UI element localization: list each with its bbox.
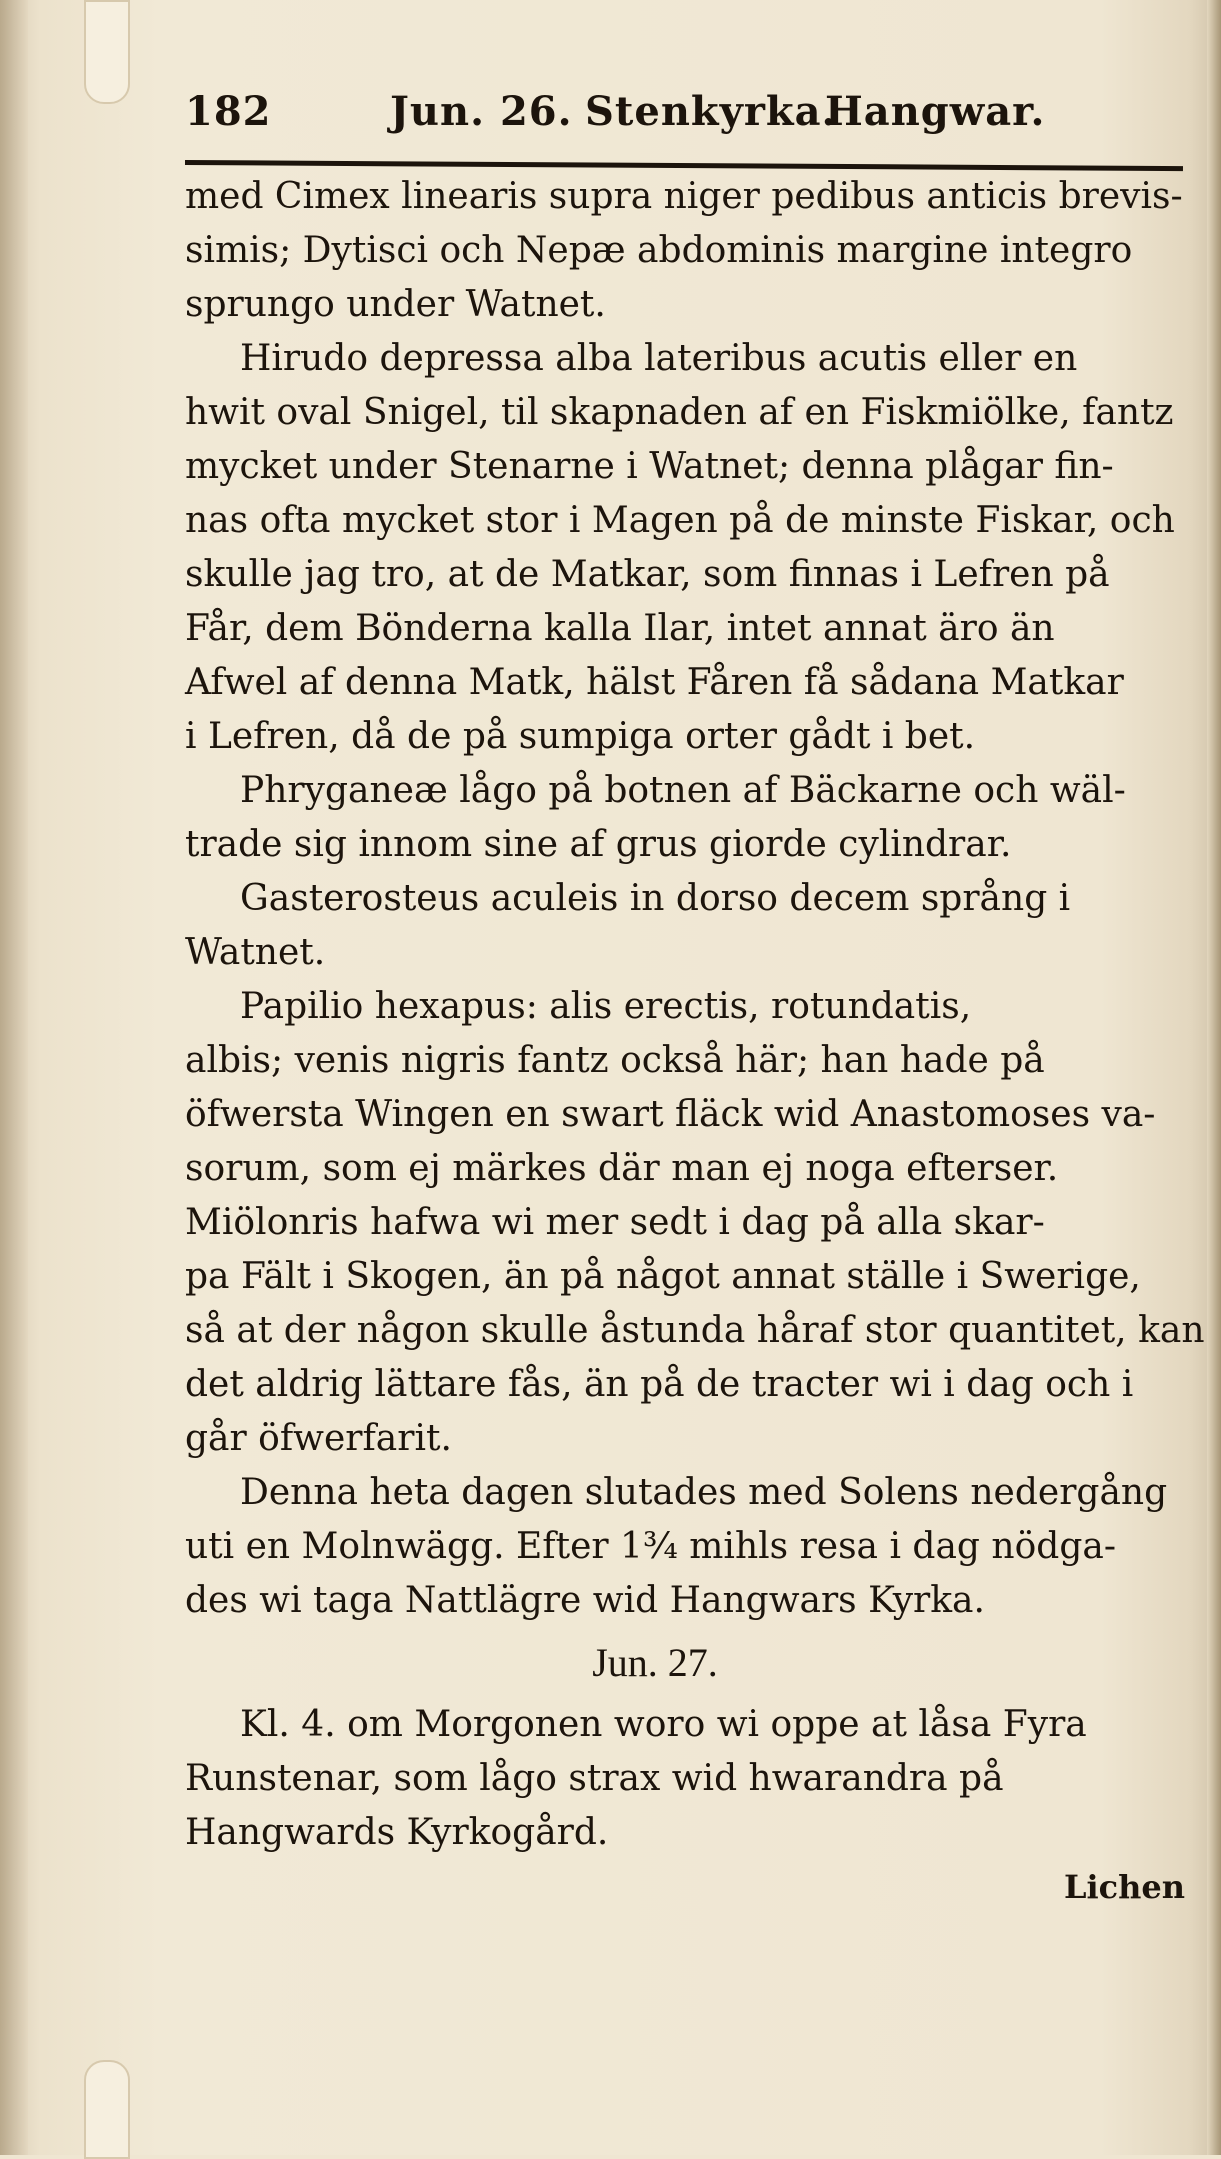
text-line: Gasterosteus aculeis in dorso decem språng i: [240, 878, 1071, 919]
text-line: skulle jag tro, at de Matkar, som finnas i Lefren på: [185, 554, 1110, 595]
text-line: mycket under Stenarne i Watnet; denna plågar fin-: [185, 446, 1114, 487]
running-header: [185, 88, 1185, 148]
text-line: Får, dem Bönderna kalla Ilar, intet annat äro än: [185, 608, 1055, 649]
text-line: Hangwards Kyrkogård.: [185, 1812, 609, 1853]
text-line: Phryganeæ lågo på botnen af Bäckarne och wäl-: [240, 770, 1126, 811]
header-place-stenkyrka: Stenkyrka.: [585, 88, 837, 135]
text-line: Hirudo depressa alba lateribus acutis eller en: [240, 338, 1078, 379]
text-line: Runstenar, som lågo strax wid hwarandra på: [185, 1758, 1004, 1799]
text-line: i Lefren, då de på sumpiga orter gådt i bet.: [185, 716, 976, 757]
text-line: pa Fält i Skogen, än på något annat ställe i Swerige,: [185, 1256, 1141, 1297]
text-line: Kl. 4. om Morgonen woro wi oppe at låsa Fyra: [240, 1704, 1087, 1745]
text-line: Afwel af denna Matk, hälst Fåren få sådana Matkar: [185, 662, 1124, 703]
text-line: Denna heta dagen slutades med Solens nedergång: [240, 1472, 1168, 1513]
text-line: nas ofta mycket stor i Magen på de minste Fiskar, och: [185, 500, 1175, 541]
page-edge: [1207, 0, 1221, 2155]
text-line: Watnet.: [185, 932, 326, 973]
page-number: 182: [185, 88, 272, 135]
text-line: Miölonris hafwa wi mer sedt i dag på alla skar-: [185, 1202, 1045, 1243]
book-spine: [0, 0, 28, 2155]
date-heading: Jun. 27.: [592, 1640, 718, 1685]
text-line: så at der någon skulle åstunda håraf stor quantitet, kan: [185, 1310, 1205, 1351]
text-line: går öfwerfarit.: [185, 1418, 452, 1459]
paper-tab-bottom: [84, 2060, 130, 2159]
text-line: des wi taga Nattlägre wid Hangwars Kyrka.: [185, 1580, 985, 1621]
text-line: simis; Dytisci och Nepæ abdominis margine integro: [185, 230, 1133, 271]
header-place-hangwar: Hangwar.: [825, 88, 1046, 135]
paper-tab-top: [84, 0, 130, 104]
header-date: Jun. 26.: [390, 88, 573, 135]
text-line: trade sig innom sine af grus giorde cylindrar.: [185, 824, 1012, 865]
text-line: det aldrig lättare fås, än på de tracter wi i dag och i: [185, 1364, 1134, 1405]
text-line: sprungo under Watnet.: [185, 284, 606, 325]
text-line: sorum, som ej märkes där man ej noga efterser.: [185, 1148, 1059, 1189]
text-line: albis; venis nigris fantz också här; han hade på: [185, 1040, 1045, 1081]
catchword: Lichen: [1063, 1868, 1185, 1906]
text-line: öfwersta Wingen en swart fläck wid Anastomoses va-: [185, 1094, 1156, 1135]
text-line: Papilio hexapus: alis erectis, rotundatis,: [240, 986, 972, 1027]
text-body: [185, 170, 1205, 1914]
text-line: uti en Molnwägg. Efter 1¾ mihls resa i dag nödga-: [185, 1526, 1116, 1567]
text-line: med Cimex linearis supra niger pedibus anticis brevis-: [185, 176, 1183, 217]
text-line: hwit oval Snigel, til skapnaden af en Fiskmiölke, fantz: [185, 392, 1174, 433]
